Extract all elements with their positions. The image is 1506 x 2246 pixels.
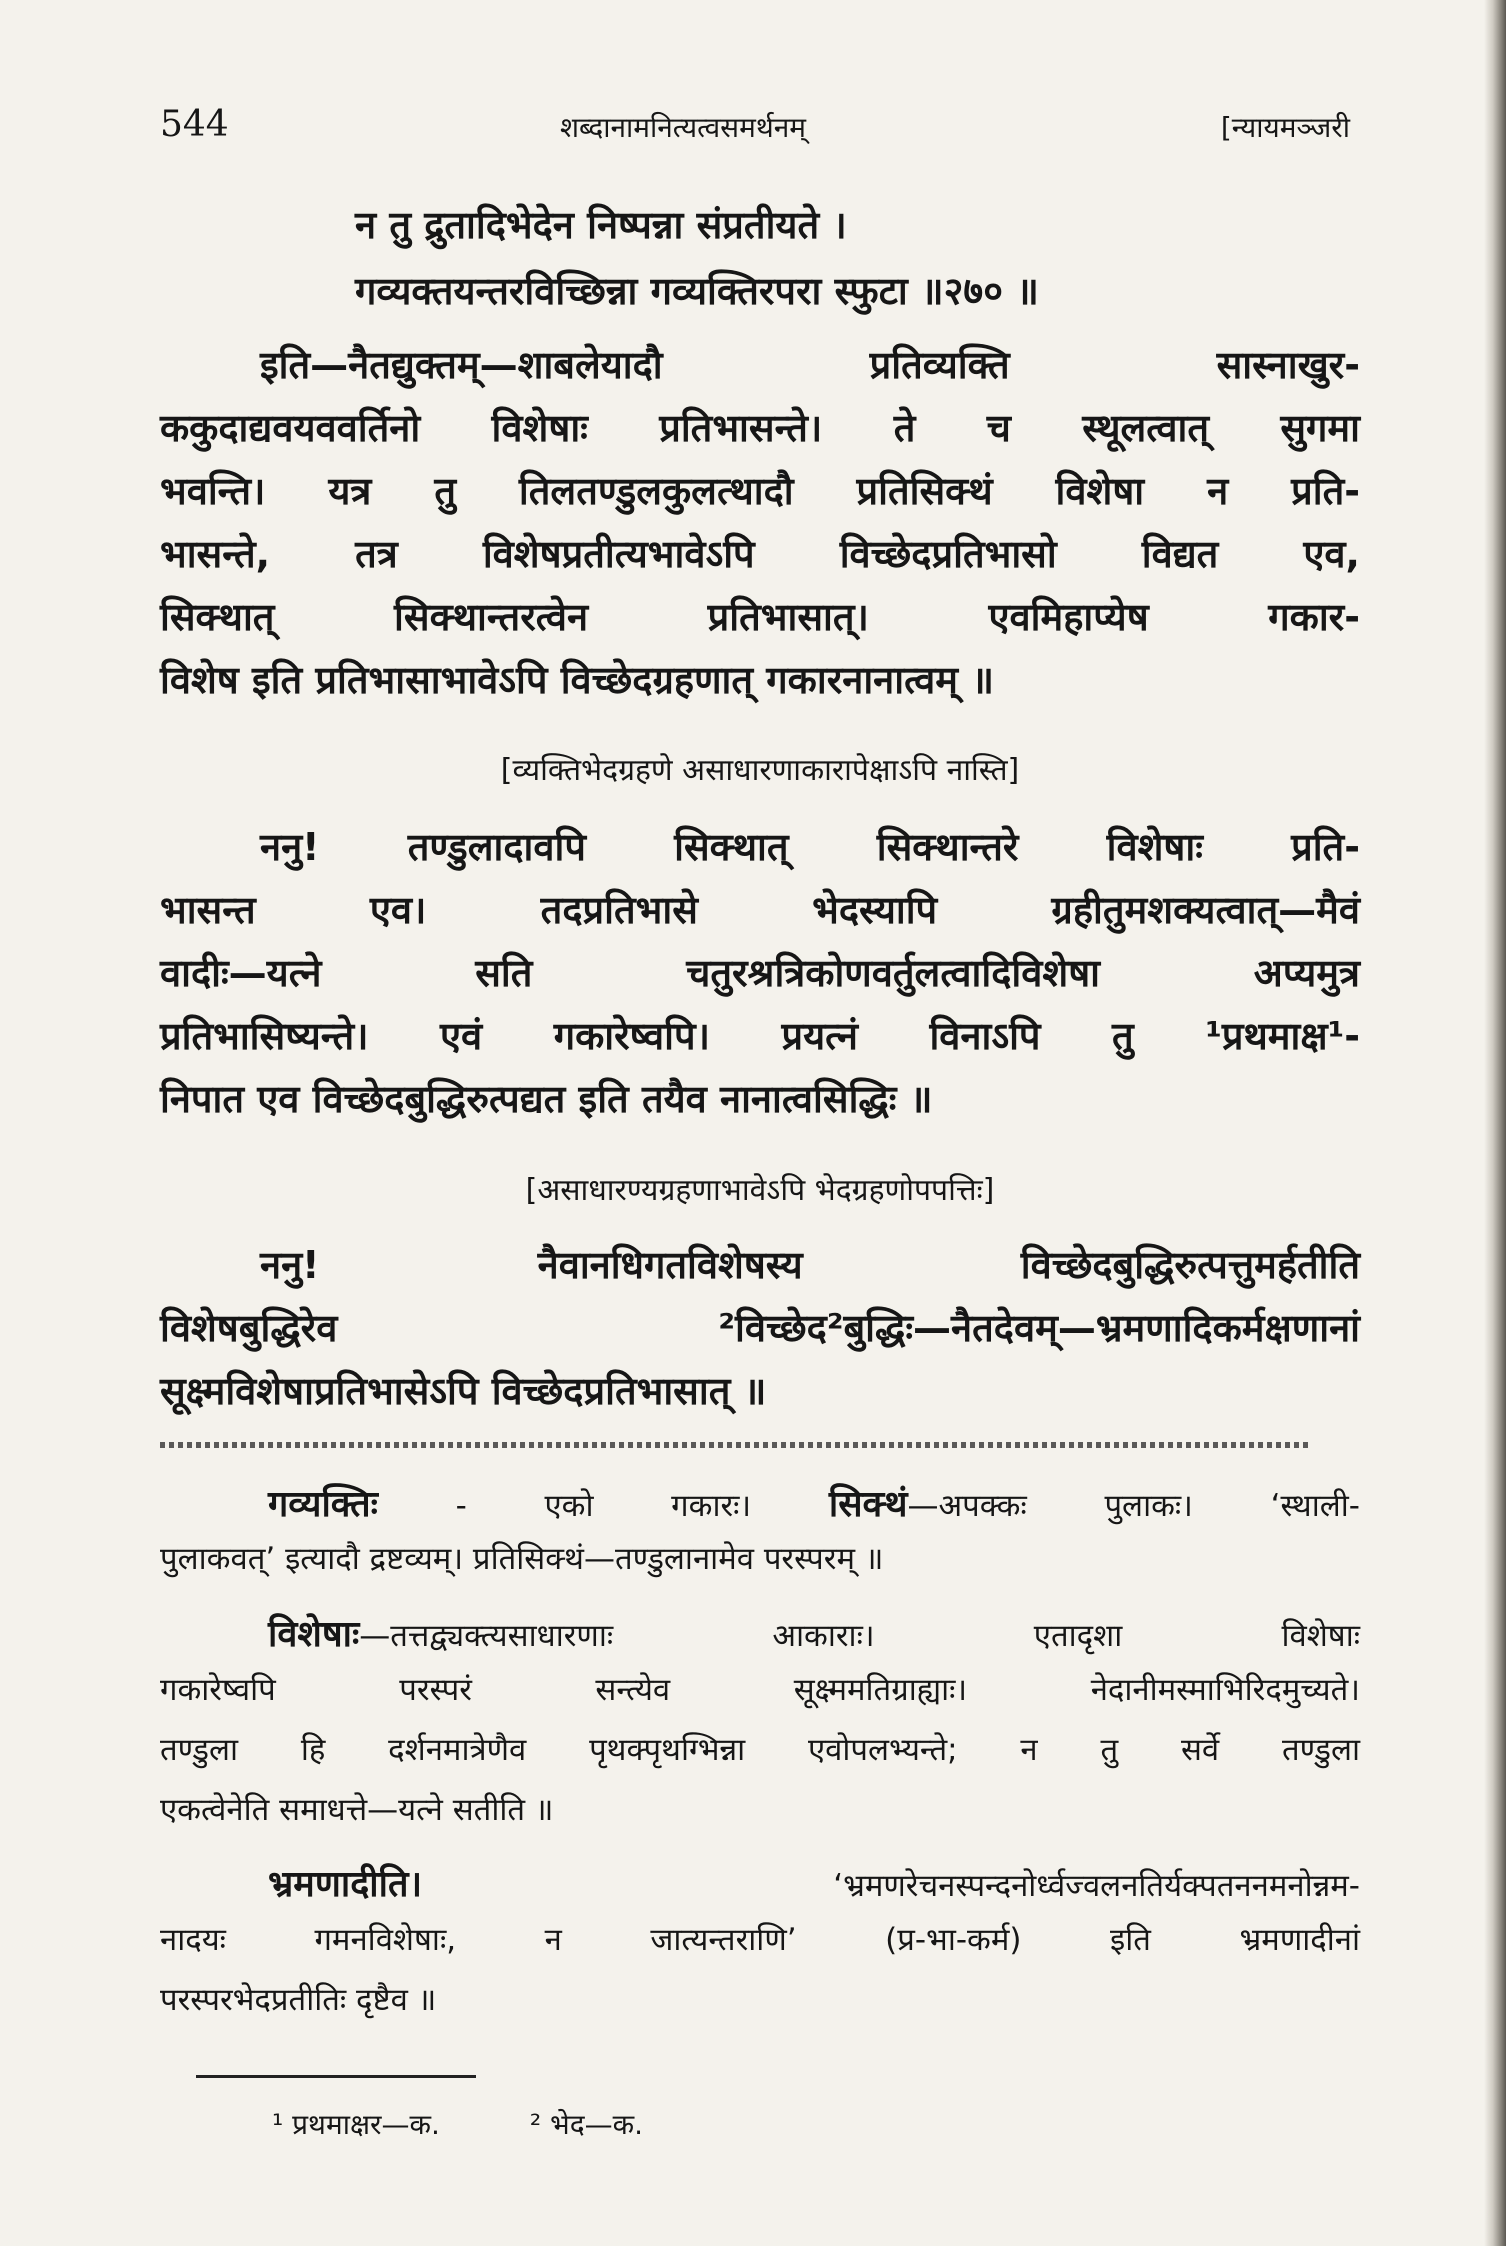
commentary-line — [268, 1858, 1360, 1907]
commentary-lemma: भ्रमणादीति। — [268, 1864, 423, 1905]
wavy-divider — [160, 1442, 1310, 1448]
commentary-line: नादयः गमनविशेषाः, न जात्यन्तराणि’ (प्र-भा-कर्म) इति भ्रमणादीनां — [160, 1922, 1360, 1958]
para3-line: विशेषबुद्धिरेव ²विच्छेद²बुद्धिः—नैतदेवम्—भ्रमणादिकर्मक्षणानां — [160, 1306, 1360, 1350]
commentary-lemma: गव्यक्तिः — [268, 1484, 378, 1525]
commentary-lemma: सिक्थं — [828, 1484, 908, 1525]
para1-line: भवन्ति। यत्र तु तिलतण्डुलकुलत्थादौ प्रतिसिक्थं विशेषा न प्रति- — [160, 469, 1360, 513]
para3-line: सूक्ष्मविशेषाप्रतिभासेऽपि विच्छेदप्रतिभासात् ॥ — [160, 1369, 767, 1413]
footnote-rule — [196, 2075, 476, 2078]
commentary-text: ‘भ्रमणरेचनस्पन्दनोर्ध्वज्वलनतिर्यक्पतननमनोन्नम- — [422, 1868, 1360, 1904]
footnote-2: ² भेद—क. — [529, 2108, 643, 2141]
para3-line: ननु! नैवानधिगतविशेषस्य विच्छेदबुद्धिरुत्पत्तुमर्हतीति — [260, 1243, 1360, 1287]
running-book-title: [न्यायमञ्जरी — [1220, 111, 1350, 144]
para1-line: ककुदाद्यवयववर्तिनो विशेषाः प्रतिभासन्ते। ते च स्थूलत्वात् सुगमा — [160, 406, 1360, 450]
footnotes — [272, 2105, 643, 2143]
para2-line: निपात एव विच्छेदबुद्धिरुत्पद्यत इति तयैव नानात्वसिद्धिः ॥ — [160, 1077, 933, 1121]
commentary-line: एकत्वेनेति समाधत्ते—यत्ने सतीति ॥ — [160, 1792, 554, 1828]
section-heading-1: [व्यक्तिभेदग्रहणे असाधारणाकारापेक्षाऽपि नास्ति] — [500, 753, 1020, 788]
commentary-lemma: विशेषाः — [268, 1614, 360, 1655]
commentary-text: - एको गकारः। — [377, 1488, 829, 1524]
commentary-line: तण्डुला हि दर्शनमात्रेणैव पृथक्पृथग्भिन्ना एवोपलभ्यन्ते; न तु सर्वे तण्डुला — [160, 1732, 1360, 1768]
commentary-text: —अपक्कः पुलाकः। ‘स्थाली- — [907, 1488, 1360, 1524]
page-edge-shadow — [1484, 0, 1506, 2246]
commentary-text: —तत्तद्व्यक्त्यसाधारणाः आकाराः। एतादृशा विशेषाः — [359, 1618, 1360, 1654]
commentary-line: परस्परभेदप्रतीतिः दृष्टैव ॥ — [160, 1982, 437, 2018]
page-number: 544 — [160, 104, 229, 145]
commentary-line: पुलाकवत्’ इत्यादौ द्रष्टव्यम्। प्रतिसिक्थं—तण्डुलानामेव परस्परम् ॥ — [160, 1541, 884, 1577]
commentary-line — [268, 1478, 1360, 1527]
para1-line: इति—नैतद्युक्तम्—शाबलेयादौ प्रतिव्यक्ति सास्नाखुर- — [260, 343, 1360, 387]
para2-line: वादीः—यत्ने सति चतुरश्रत्रिकोणवर्तुलत्वादिविशेषा अप्यमुत्र — [160, 951, 1360, 995]
para1-line: सिक्थात् सिक्थान्तरत्वेन प्रतिभासात्। एवमिहाप्येष गकार- — [160, 595, 1360, 639]
footnote-1: ¹ प्रथमाक्षर—क. — [272, 2108, 440, 2141]
para1-line: विशेष इति प्रतिभासाभावेऽपि विच्छेदग्रहणात् गकारनानात्वम् ॥ — [160, 658, 995, 702]
para2-line: ननु! तण्डुलादावपि सिक्थात् सिक्थान्तरे विशेषाः प्रति- — [260, 825, 1360, 869]
para1-line: भासन्ते, तत्र विशेषप्रतीत्यभावेऽपि विच्छेदप्रतिभासो विद्यत एव, — [160, 532, 1360, 576]
page-header — [160, 104, 1350, 152]
para2-line: भासन्त एव। तदप्रतिभासे भेदस्यापि ग्रहीतुमशक्यत्वात्—मैवं — [160, 888, 1360, 932]
verse-line-1: न तु द्रुतादिभेदेन निष्पन्ना संप्रतीयते । — [355, 203, 847, 247]
section-heading-2: [असाधारण्यग्रहणाभावेऽपि भेदग्रहणोपपत्तिः] — [525, 1173, 995, 1208]
commentary-line: गकारेष्वपि परस्परं सन्त्येव सूक्ष्ममतिग्राह्याः। नेदानीमस्माभिरिदमुच्यते। — [160, 1672, 1360, 1708]
para2-line: प्रतिभासिष्यन्ते। एवं गकारेष्वपि। प्रयत्नं विनाऽपि तु ¹प्रथमाक्ष¹- — [160, 1014, 1360, 1058]
commentary-line — [268, 1608, 1360, 1657]
verse-line-2: गव्यक्तयन्तरविच्छिन्ना गव्यक्तिरपरा स्फुटा ॥२७० ॥ — [355, 269, 1039, 313]
running-title: शब्दानामनित्यत्वसमर्थनम् — [560, 111, 807, 144]
